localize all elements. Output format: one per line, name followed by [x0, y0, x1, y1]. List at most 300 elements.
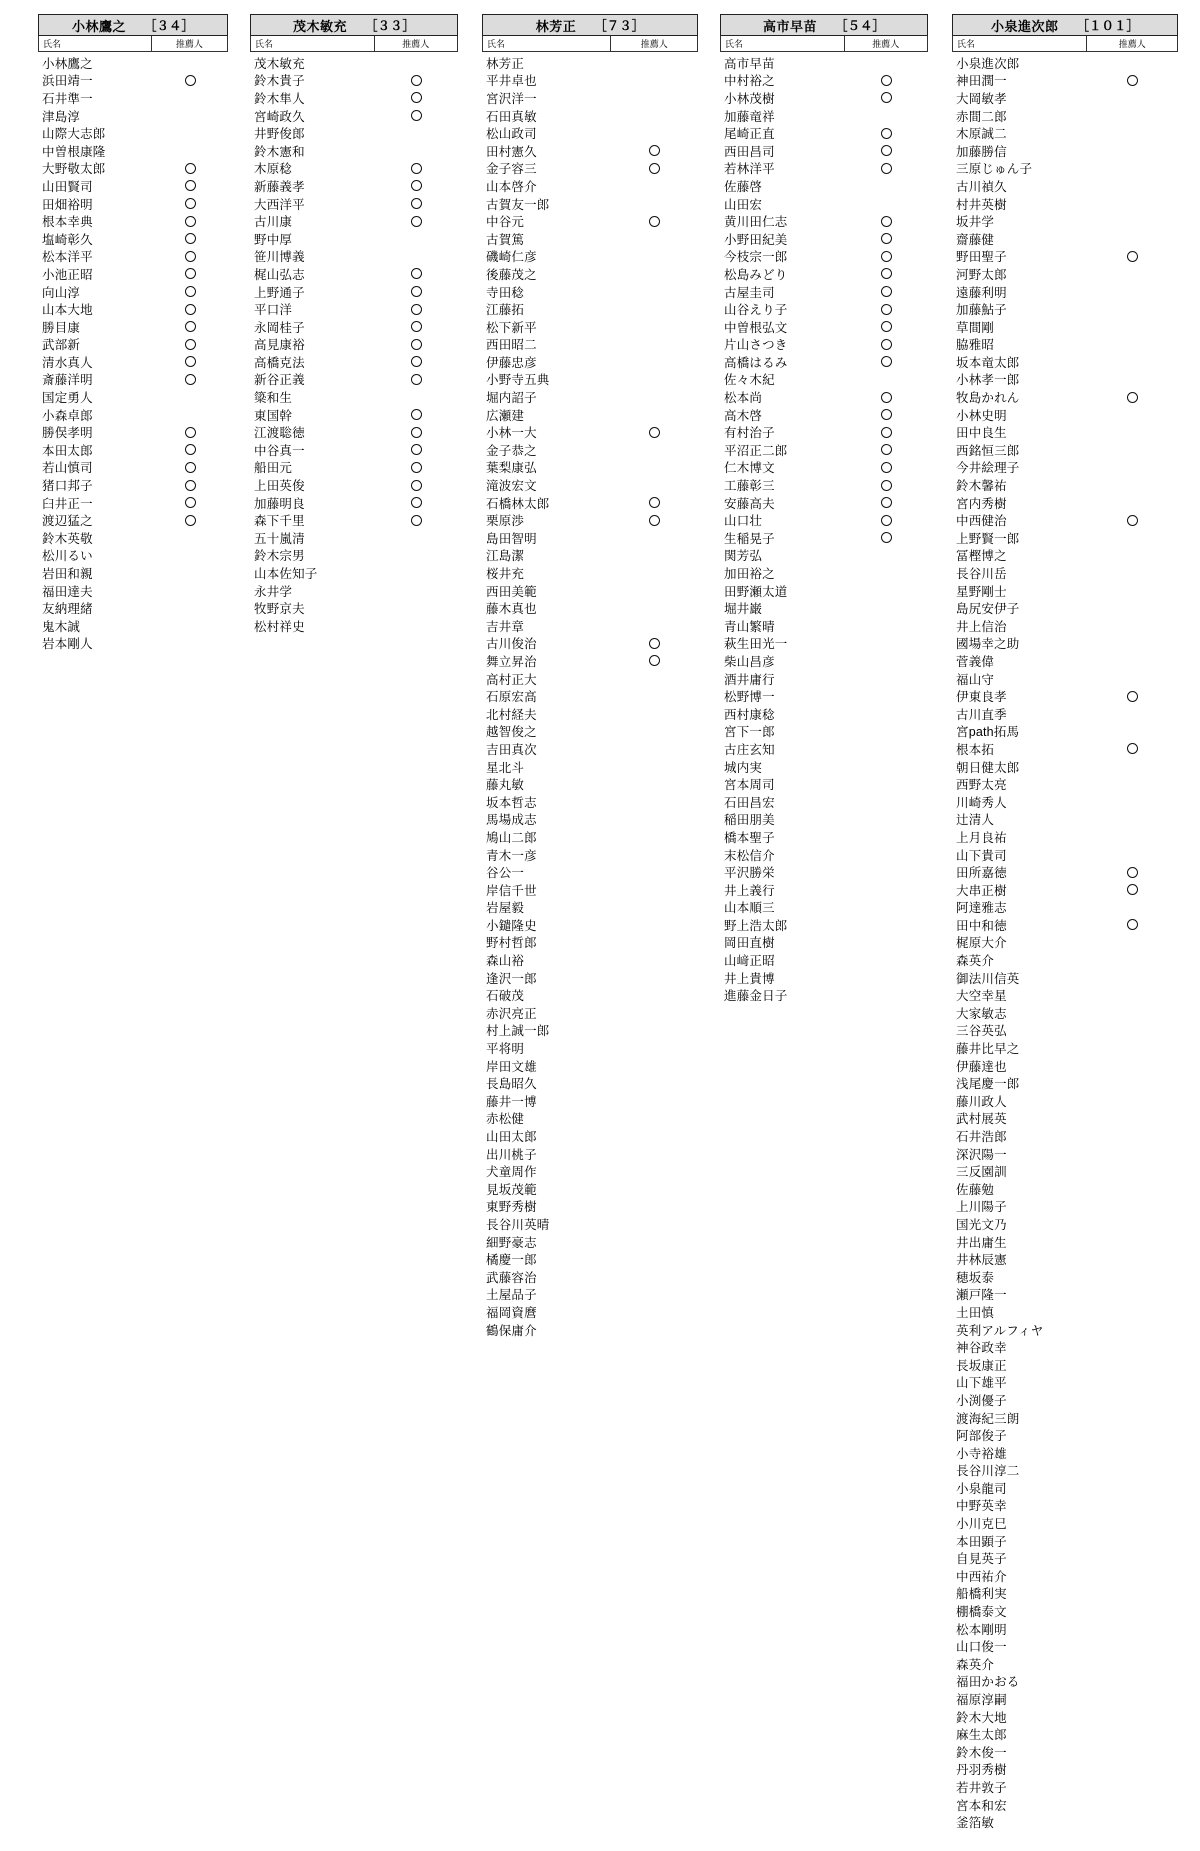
table-row [482, 336, 698, 354]
table-row [952, 494, 1178, 512]
row-recommender-mark [612, 427, 698, 438]
header-name-4: 氏名 [953, 36, 1087, 51]
row-name: 渡辺猛之 [42, 514, 93, 529]
circle-mark-icon [881, 532, 892, 543]
table-row [952, 1092, 1178, 1110]
table-row [952, 1813, 1178, 1831]
row-recommender-mark [152, 321, 228, 332]
table-row [482, 511, 698, 529]
row-name: 村井英樹 [956, 197, 1007, 212]
row-name: 冨樫博之 [956, 549, 1007, 564]
table-row [952, 265, 1178, 283]
row-recommender-mark [375, 75, 458, 86]
row-recommender-mark [845, 163, 928, 174]
row-name: 永岡桂子 [254, 320, 305, 335]
row-name: 古川禎久 [956, 179, 1007, 194]
row-name: 大岡敏孝 [956, 91, 1007, 106]
table-row [952, 1127, 1178, 1145]
row-name: 鶴保庸介 [486, 1323, 537, 1338]
row-name: 谷公一 [486, 866, 525, 881]
table-row [952, 529, 1178, 547]
row-name: 田野瀬太道 [724, 584, 788, 599]
column-subheader-2 [482, 36, 698, 52]
row-name: 進藤金日子 [724, 989, 788, 1004]
rows-2 [482, 54, 698, 1338]
row-name: 山田賢司 [42, 179, 93, 194]
row-name: 小池正昭 [42, 267, 93, 282]
table-row [38, 89, 228, 107]
table-row [952, 1462, 1178, 1480]
table-row [952, 1585, 1178, 1603]
table-row [38, 195, 228, 213]
table-row [482, 934, 698, 952]
table-row [952, 1110, 1178, 1128]
row-name: 西田昭二 [486, 338, 537, 353]
table-row [720, 160, 928, 178]
row-recommender-mark [612, 216, 698, 227]
column-subheader-1 [250, 36, 458, 52]
table-row [720, 670, 928, 688]
table-row [952, 406, 1178, 424]
row-name: 加藤鮎子 [956, 303, 1007, 318]
row-name: 山口俊一 [956, 1640, 1007, 1655]
table-row [482, 107, 698, 125]
row-name: 石井準一 [42, 91, 93, 106]
row-name: 新谷正義 [254, 373, 305, 388]
table-row [38, 107, 228, 125]
table-row [482, 406, 698, 424]
row-name: 麻生太郎 [956, 1728, 1007, 1743]
row-name: 斎藤洋明 [42, 373, 93, 388]
row-name: 根本幸典 [42, 215, 93, 230]
circle-mark-icon [411, 339, 422, 350]
row-name: 栗原渉 [486, 514, 525, 529]
row-name: 松川るい [42, 549, 93, 564]
candidate-name-1: 茂木敏充 [292, 18, 347, 34]
table-row [952, 881, 1178, 899]
table-row [482, 318, 698, 336]
table-row [482, 371, 698, 389]
circle-mark-icon [1127, 743, 1138, 754]
row-name: 高橋はるみ [724, 355, 788, 370]
row-recommender-mark [845, 128, 928, 139]
table-row [720, 72, 928, 90]
row-name: 星野剛士 [956, 584, 1007, 599]
table-row [38, 388, 228, 406]
circle-mark-icon [649, 497, 660, 508]
circle-mark-icon [185, 163, 196, 174]
table-row [250, 494, 458, 512]
candidate-name-4: 小泉進次郎 [990, 18, 1059, 34]
row-name: 福岡資麿 [486, 1305, 537, 1320]
table-row [952, 388, 1178, 406]
table-row [482, 441, 698, 459]
row-recommender-mark [152, 480, 228, 491]
row-name: 石原宏高 [486, 690, 537, 705]
row-name: 藤丸敏 [486, 778, 525, 793]
row-name: 井林辰憲 [956, 1253, 1007, 1268]
circle-mark-icon [185, 268, 196, 279]
table-row [952, 951, 1178, 969]
row-name: 船田元 [254, 461, 293, 476]
row-name: 中曽根弘文 [724, 320, 788, 335]
circle-mark-icon [185, 444, 196, 455]
row-name: 鳩山二郎 [486, 830, 537, 845]
row-name: 舞立昇治 [486, 654, 537, 669]
row-name: 小鑓隆史 [486, 918, 537, 933]
row-name: 藤川政人 [956, 1094, 1007, 1109]
row-name: 藤井比早之 [956, 1042, 1020, 1057]
circle-mark-icon [411, 110, 422, 121]
row-name: 棚橋泰文 [956, 1605, 1007, 1620]
table-row [38, 617, 228, 635]
row-name: 山下雄平 [956, 1376, 1007, 1391]
row-recommender-mark [612, 497, 698, 508]
row-name: 佐藤勉 [956, 1182, 995, 1197]
circle-mark-icon [185, 304, 196, 315]
table-row [250, 423, 458, 441]
row-name: 小森卓郎 [42, 408, 93, 423]
table-row [952, 511, 1178, 529]
row-name: 森英介 [956, 954, 995, 969]
row-recommender-mark [152, 444, 228, 455]
table-row [250, 248, 458, 266]
row-name: 鈴木英敬 [42, 531, 93, 546]
table-row [38, 494, 228, 512]
circle-mark-icon [1127, 75, 1138, 86]
table-row [952, 916, 1178, 934]
row-name: 三反園訓 [956, 1165, 1007, 1180]
table-row [720, 969, 928, 987]
row-name: 宮本和宏 [956, 1798, 1007, 1813]
candidate-count-4: ［１０１］ [1076, 19, 1140, 33]
table-row [952, 1286, 1178, 1304]
table-row [482, 599, 698, 617]
row-name: 田所嘉徳 [956, 866, 1007, 881]
row-name: 細野豪志 [486, 1235, 537, 1250]
circle-mark-icon [185, 515, 196, 526]
table-row [952, 1039, 1178, 1057]
table-row [250, 336, 458, 354]
row-recommender-mark [845, 92, 928, 103]
table-row [38, 318, 228, 336]
circle-mark-icon [881, 392, 892, 403]
row-recommender-mark [845, 233, 928, 244]
candidate-name-0: 小林鷹之 [71, 18, 126, 34]
row-recommender-mark [375, 304, 458, 315]
table-row [952, 758, 1178, 776]
candidate-column-2 [458, 14, 698, 1338]
row-name: 平井卓也 [486, 74, 537, 89]
row-recommender-mark [845, 145, 928, 156]
row-recommender-mark [375, 374, 458, 385]
table-row [482, 248, 698, 266]
table-row [952, 1338, 1178, 1356]
table-row [952, 1022, 1178, 1040]
row-name: 江渡聡徳 [254, 426, 305, 441]
table-row [952, 934, 1178, 952]
table-row [38, 353, 228, 371]
row-recommender-mark [375, 497, 458, 508]
table-row [952, 72, 1178, 90]
table-row [720, 881, 928, 899]
circle-mark-icon [881, 251, 892, 262]
circle-mark-icon [185, 339, 196, 350]
table-row [952, 54, 1178, 72]
row-name: 勝目康 [42, 320, 81, 335]
circle-mark-icon [881, 427, 892, 438]
row-name: 関芳弘 [724, 549, 763, 564]
table-row [482, 1022, 698, 1040]
circle-mark-icon [185, 251, 196, 262]
table-row [952, 793, 1178, 811]
table-row [952, 318, 1178, 336]
row-name: 磯崎仁彦 [486, 250, 537, 265]
row-name: 江藤拓 [486, 303, 525, 318]
column-subheader-0 [38, 36, 228, 52]
row-name: 臼井正一 [42, 496, 93, 511]
table-row [720, 476, 928, 494]
row-name: 高市早苗 [724, 56, 775, 71]
table-row [952, 212, 1178, 230]
table-row [720, 635, 928, 653]
row-name: 向山淳 [42, 285, 81, 300]
row-recommender-mark [1088, 919, 1178, 930]
table-row [952, 1374, 1178, 1392]
circle-mark-icon [1127, 392, 1138, 403]
row-name: 加田裕之 [724, 567, 775, 582]
table-row [482, 582, 698, 600]
circle-mark-icon [881, 268, 892, 279]
row-name: 釜箔敏 [956, 1816, 995, 1831]
circle-mark-icon [881, 75, 892, 86]
table-row [720, 371, 928, 389]
row-name: 上月良祐 [956, 830, 1007, 845]
row-name: 山下貴司 [956, 848, 1007, 863]
row-name: 伊東良孝 [956, 690, 1007, 705]
row-name: 中曽根康隆 [42, 144, 106, 159]
table-row [482, 1145, 698, 1163]
table-row [482, 230, 698, 248]
row-name: 武村展英 [956, 1112, 1007, 1127]
row-recommender-mark [845, 444, 928, 455]
row-name: 松本剛明 [956, 1622, 1007, 1637]
table-row [250, 142, 458, 160]
table-row [720, 300, 928, 318]
table-row [482, 811, 698, 829]
table-row [250, 441, 458, 459]
table-row [952, 1162, 1178, 1180]
circle-mark-icon [881, 339, 892, 350]
table-row [952, 1426, 1178, 1444]
row-name: 山﨑正昭 [724, 954, 775, 969]
circle-mark-icon [185, 321, 196, 332]
row-name: 山本啓介 [486, 179, 537, 194]
table-row [952, 89, 1178, 107]
row-name: 藤井一博 [486, 1094, 537, 1109]
row-recommender-mark [612, 655, 698, 666]
table-row [38, 160, 228, 178]
row-name: 山谷えり子 [724, 303, 788, 318]
header-recommender-4: 推薦人 [1118, 39, 1146, 49]
row-name: 西銘恒三郎 [956, 443, 1020, 458]
table-row [38, 248, 228, 266]
row-name: 葉梨康弘 [486, 461, 537, 476]
table-row [482, 828, 698, 846]
row-name: 中谷元 [486, 215, 525, 230]
row-name: 小野寺五典 [486, 373, 550, 388]
table-row [720, 599, 928, 617]
table-row [952, 476, 1178, 494]
table-row [482, 1233, 698, 1251]
table-row [952, 1673, 1178, 1691]
row-name: 高木啓 [724, 408, 763, 423]
row-name: 笹川博義 [254, 250, 305, 265]
row-name: 長谷川英晴 [486, 1217, 550, 1232]
row-name: 神谷政幸 [956, 1341, 1007, 1356]
row-name: 見坂茂範 [486, 1182, 537, 1197]
row-name: 上野通子 [254, 285, 305, 300]
table-row [952, 1356, 1178, 1374]
table-row [952, 564, 1178, 582]
row-name: 山田太郎 [486, 1130, 537, 1145]
row-name: 五十嵐清 [254, 531, 305, 546]
row-name: 吉井章 [486, 619, 525, 634]
circle-mark-icon [185, 480, 196, 491]
row-name: 石井浩郎 [956, 1130, 1007, 1145]
row-name: 茂木敏充 [254, 56, 305, 71]
circle-mark-icon [411, 497, 422, 508]
table-row [952, 1708, 1178, 1726]
row-name: 大空幸星 [956, 989, 1007, 1004]
row-name: 酒井庸行 [724, 672, 775, 687]
circle-mark-icon [411, 480, 422, 491]
table-row [250, 283, 458, 301]
table-row [952, 107, 1178, 125]
row-name: 自見英子 [956, 1552, 1007, 1567]
row-recommender-mark [845, 515, 928, 526]
table-row [250, 124, 458, 142]
row-name: 小林一大 [486, 426, 537, 441]
row-name: 新藤義孝 [254, 179, 305, 194]
table-row [952, 652, 1178, 670]
table-row [250, 529, 458, 547]
table-row [38, 529, 228, 547]
table-row [720, 283, 928, 301]
row-name: 梶原大介 [956, 936, 1007, 951]
table-row [482, 72, 698, 90]
row-name: 尾崎正直 [724, 127, 775, 142]
circle-mark-icon [411, 515, 422, 526]
table-row [482, 564, 698, 582]
row-name: 大野敬太郎 [42, 162, 106, 177]
table-row [38, 265, 228, 283]
table-row [720, 582, 928, 600]
row-name: 鈴木隼人 [254, 91, 305, 106]
table-row [482, 1004, 698, 1022]
row-name: 平口洋 [254, 303, 293, 318]
row-recommender-mark [845, 462, 928, 473]
circle-mark-icon [881, 444, 892, 455]
circle-mark-icon [881, 304, 892, 315]
row-name: 牧野京夫 [254, 602, 305, 617]
row-name: 橋本聖子 [724, 830, 775, 845]
row-name: 小泉進次郎 [956, 56, 1020, 71]
row-name: 坂本竜太郎 [956, 355, 1020, 370]
row-name: 脇雅昭 [956, 338, 995, 353]
table-row [720, 107, 928, 125]
candidate-name-2: 林芳正 [535, 18, 577, 34]
row-recommender-mark [612, 515, 698, 526]
circle-mark-icon [411, 409, 422, 420]
circle-mark-icon [411, 444, 422, 455]
row-recommender-mark [152, 75, 228, 86]
table-row [250, 459, 458, 477]
row-name: 鈴木貴子 [254, 74, 305, 89]
table-row [38, 441, 228, 459]
candidate-header-3 [720, 14, 928, 36]
table-row [38, 406, 228, 424]
row-name: 岩本剛人 [42, 637, 93, 652]
table-row [720, 142, 928, 160]
table-row [482, 899, 698, 917]
table-row [250, 107, 458, 125]
table-row [952, 1479, 1178, 1497]
row-name: 小林史明 [956, 408, 1007, 423]
table-row [250, 265, 458, 283]
row-name: 小林鷹之 [42, 56, 93, 71]
row-name: 小泉龍司 [956, 1481, 1007, 1496]
table-row [482, 951, 698, 969]
row-name: 滝波宏文 [486, 479, 537, 494]
row-name: 木原稔 [254, 162, 293, 177]
table-row [720, 863, 928, 881]
candidate-count-1: ［３３］ [365, 19, 416, 33]
row-recommender-mark [152, 286, 228, 297]
table-row [250, 177, 458, 195]
table-row [952, 1444, 1178, 1462]
table-row [952, 248, 1178, 266]
table-row [250, 212, 458, 230]
row-name: 片山さつき [724, 338, 788, 353]
row-name: 松本洋平 [42, 250, 93, 265]
circle-mark-icon [881, 216, 892, 227]
table-row [250, 564, 458, 582]
row-recommender-mark [845, 216, 928, 227]
table-row [952, 582, 1178, 600]
row-name: 鈴木憲和 [254, 144, 305, 159]
table-row [250, 582, 458, 600]
row-name: 加藤勝信 [956, 144, 1007, 159]
table-row [720, 547, 928, 565]
row-name: 田畑裕明 [42, 197, 93, 212]
row-name: 牧島かれん [956, 391, 1020, 406]
table-row [38, 283, 228, 301]
table-row [482, 54, 698, 72]
row-name: 伊藤達也 [956, 1059, 1007, 1074]
row-name: 古賀友一郎 [486, 197, 550, 212]
circle-mark-icon [1127, 919, 1138, 930]
row-recommender-mark [845, 286, 928, 297]
row-name: 鈴木馨祐 [956, 479, 1007, 494]
table-row [250, 353, 458, 371]
table-row [720, 423, 928, 441]
circle-mark-icon [881, 356, 892, 367]
row-name: 川崎秀人 [956, 795, 1007, 810]
circle-mark-icon [411, 356, 422, 367]
table-row [952, 599, 1178, 617]
table-row [952, 1761, 1178, 1779]
